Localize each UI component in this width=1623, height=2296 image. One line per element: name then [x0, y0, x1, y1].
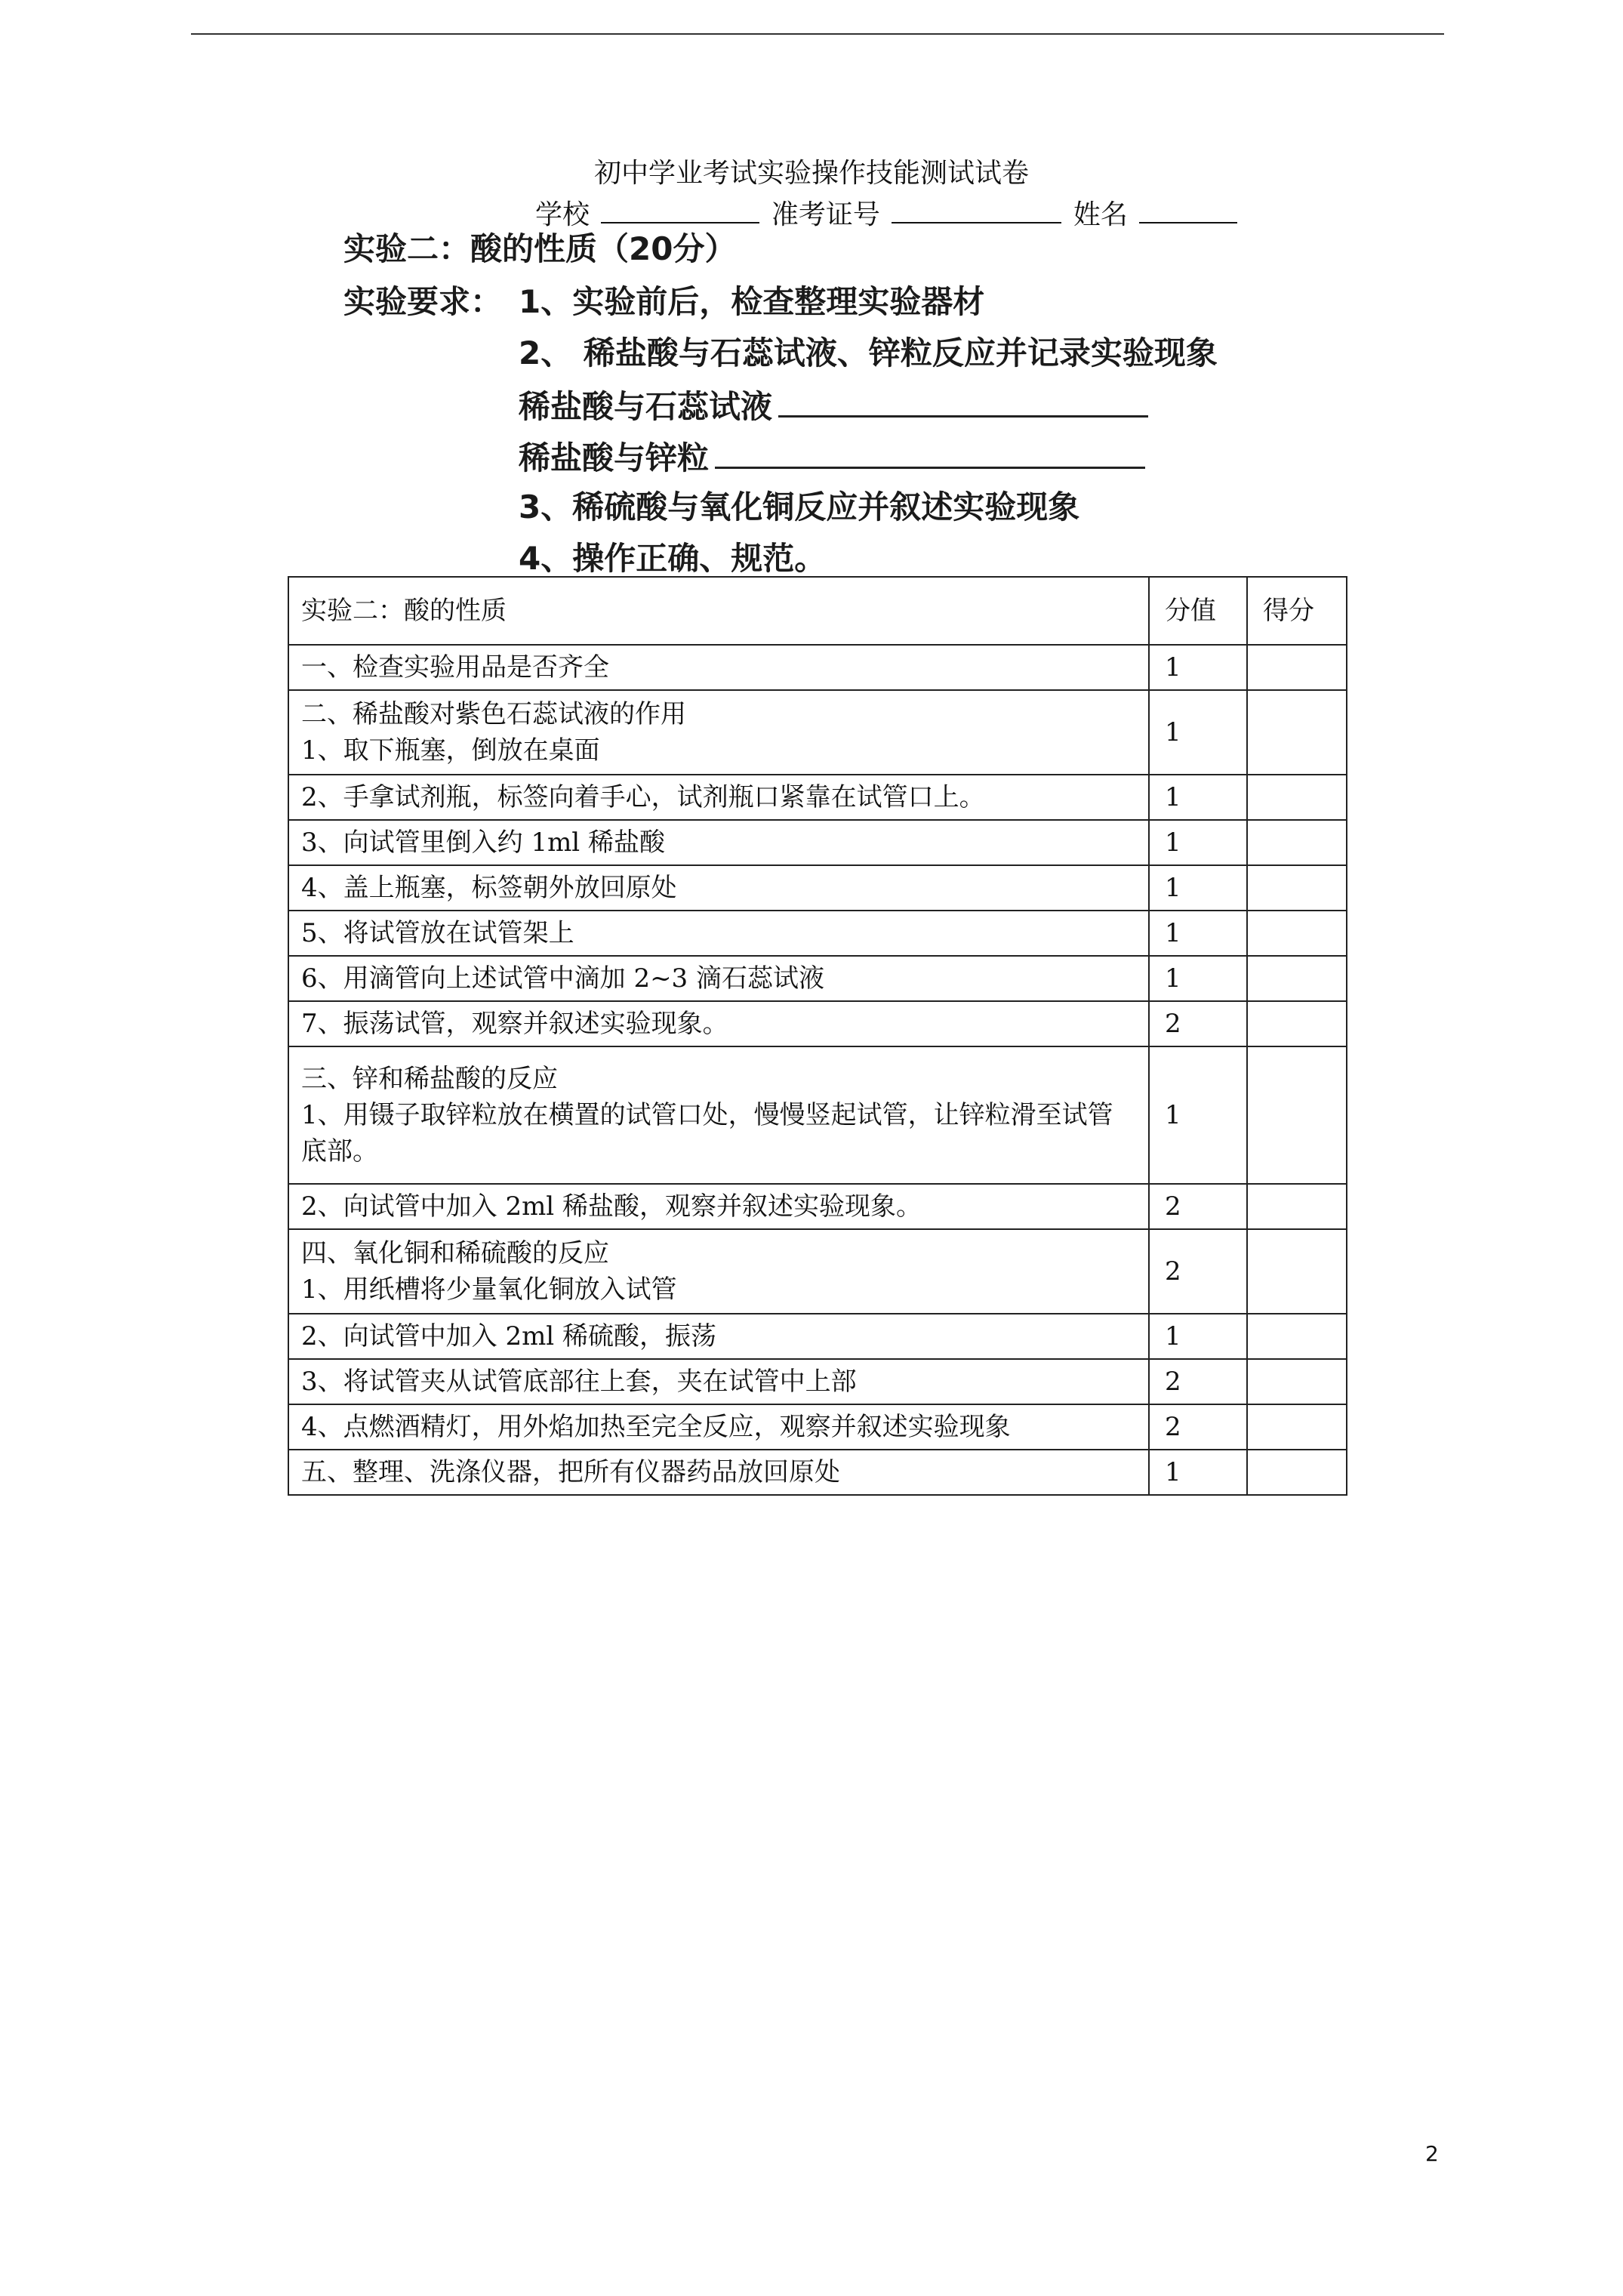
table-row: [288, 865, 1347, 911]
row-item-text: 三、锌和稀盐酸的反应 1、用镊子取锌粒放在横置的试管口处，慢慢竖起试管，让锌粒滑至试管底部。: [301, 1064, 1113, 1166]
exam-id-label: 准考证号: [771, 199, 880, 230]
scoring-table: [288, 576, 1347, 1496]
requirement-1: 1、实验前后，检查整理实验器材: [519, 283, 985, 320]
row-item: [288, 1046, 1149, 1184]
table-header-row: [288, 577, 1347, 645]
table-row: [288, 1404, 1347, 1450]
row-item-text: 6、用滴管向上述试管中滴加 2~3 滴石蕊试液: [301, 963, 824, 994]
scanned-requirements: [343, 227, 1261, 581]
litmus-label: 稀盐酸与石蕊试液: [519, 388, 773, 425]
row-item: [288, 1359, 1149, 1404]
row-score-cell[interactable]: [1247, 775, 1347, 820]
row-points: 1: [1149, 911, 1247, 956]
row-item: [288, 820, 1149, 865]
header-score: 得分: [1247, 577, 1347, 645]
row-item-text: 二、稀盐酸对紫色石蕊试液的作用 1、取下瓶塞，倒放在桌面: [301, 699, 686, 766]
row-item-text: 2、向试管中加入 2ml 稀盐酸，观察并叙述实验现象。: [301, 1191, 922, 1222]
row-points: 1: [1149, 775, 1247, 820]
row-item-text: 四、氧化铜和稀硫酸的反应 1、用纸槽将少量氧化铜放入试管: [301, 1238, 677, 1305]
row-item: [288, 956, 1149, 1001]
row-item: [288, 690, 1149, 775]
row-score-cell[interactable]: [1247, 1229, 1347, 1314]
row-item-text: 4、盖上瓶塞，标签朝外放回原处: [301, 873, 677, 903]
litmus-record-line: [519, 384, 1148, 428]
row-score-cell[interactable]: [1247, 1184, 1347, 1229]
row-score-cell[interactable]: [1247, 1046, 1347, 1184]
row-item: [288, 1450, 1149, 1495]
row-item-text: 3、将试管夹从试管底部往上套，夹在试管中上部: [301, 1367, 857, 1397]
requirement-2: 2、 稀盐酸与石蕊试液、锌粒反应并记录实验现象: [519, 334, 1218, 371]
row-score-cell[interactable]: [1247, 1450, 1347, 1495]
row-points: 1: [1149, 1046, 1247, 1184]
row-points: 1: [1149, 690, 1247, 775]
row-points: 1: [1149, 645, 1247, 690]
row-points: 2: [1149, 1184, 1247, 1229]
zinc-record-line: [519, 435, 1145, 479]
row-item: [288, 1314, 1149, 1359]
row-item-text: 2、手拿试剂瓶，标签向着手心，试剂瓶口紧靠在试管口上。: [301, 782, 985, 812]
name-blank[interactable]: [1139, 193, 1237, 223]
row-points: 2: [1149, 1404, 1247, 1450]
row-score-cell[interactable]: [1247, 1001, 1347, 1046]
row-score-cell[interactable]: [1247, 1314, 1347, 1359]
table-row: [288, 645, 1347, 690]
table-row: [288, 1001, 1347, 1046]
table-row: [288, 1184, 1347, 1229]
school-blank[interactable]: [601, 193, 759, 223]
exam-id-blank[interactable]: [892, 193, 1061, 223]
experiment-heading: 实验二：酸的性质（20分）: [343, 230, 737, 267]
table-row: [288, 1046, 1347, 1184]
row-points: 1: [1149, 865, 1247, 911]
row-score-cell[interactable]: [1247, 690, 1347, 775]
row-item: [288, 911, 1149, 956]
table-row: [288, 1314, 1347, 1359]
row-score-cell[interactable]: [1247, 911, 1347, 956]
row-item-text: 2、向试管中加入 2ml 稀硫酸，振荡: [301, 1321, 716, 1351]
row-item: [288, 775, 1149, 820]
row-score-cell[interactable]: [1247, 645, 1347, 690]
row-item-text: 五、整理、洗涤仪器，把所有仪器药品放回原处: [301, 1457, 840, 1487]
row-item-text: 4、点燃酒精灯，用外焰加热至完全反应，观察并叙述实验现象: [301, 1412, 1011, 1442]
row-item: [288, 1404, 1149, 1450]
row-score-cell[interactable]: [1247, 956, 1347, 1001]
row-points: 2: [1149, 1359, 1247, 1404]
row-points: 1: [1149, 956, 1247, 1001]
header-rule: [191, 33, 1444, 35]
row-item: [288, 1229, 1149, 1314]
row-points: 2: [1149, 1001, 1247, 1046]
row-points: 1: [1149, 820, 1247, 865]
zinc-label: 稀盐酸与锌粒: [519, 439, 710, 476]
row-item-text: 7、振荡试管，观察并叙述实验现象。: [301, 1009, 728, 1039]
page-number: 2: [1425, 2141, 1439, 2166]
row-score-cell[interactable]: [1247, 1404, 1347, 1450]
requirement-3: 3、稀硫酸与氧化铜反应并叙述实验现象: [519, 488, 1080, 525]
table-row: [288, 820, 1347, 865]
row-points: 1: [1149, 1314, 1247, 1359]
row-item: [288, 1184, 1149, 1229]
row-item-text: 5、将试管放在试管架上: [301, 918, 574, 948]
header-points: 分值: [1149, 577, 1247, 645]
table-row: [288, 911, 1347, 956]
table-row: [288, 956, 1347, 1001]
row-item: [288, 645, 1149, 690]
school-label: 学校: [535, 199, 590, 230]
row-item-text: 一、检查实验用品是否齐全: [301, 652, 609, 683]
row-score-cell[interactable]: [1247, 820, 1347, 865]
row-score-cell[interactable]: [1247, 865, 1347, 911]
row-item: [288, 1001, 1149, 1046]
requirements-label: 实验要求：: [343, 283, 503, 320]
row-item-text: 3、向试管里倒入约 1ml 稀盐酸: [301, 827, 665, 858]
requirement-4: 4、操作正确、规范。: [519, 540, 827, 577]
header-item: 实验二：酸的性质: [288, 577, 1149, 645]
table-row: [288, 1359, 1347, 1404]
page-title: 初中学业考试实验操作技能测试试卷: [593, 158, 1029, 189]
table-row: [288, 1229, 1347, 1314]
table-row: [288, 690, 1347, 775]
table-row: [288, 775, 1347, 820]
row-points: 2: [1149, 1229, 1247, 1314]
litmus-answer-blank[interactable]: [778, 384, 1148, 418]
row-item: [288, 865, 1149, 911]
zinc-answer-blank[interactable]: [715, 435, 1145, 469]
name-label: 姓名: [1073, 199, 1128, 230]
table-row: [288, 1450, 1347, 1495]
row-score-cell[interactable]: [1247, 1359, 1347, 1404]
row-points: 1: [1149, 1450, 1247, 1495]
